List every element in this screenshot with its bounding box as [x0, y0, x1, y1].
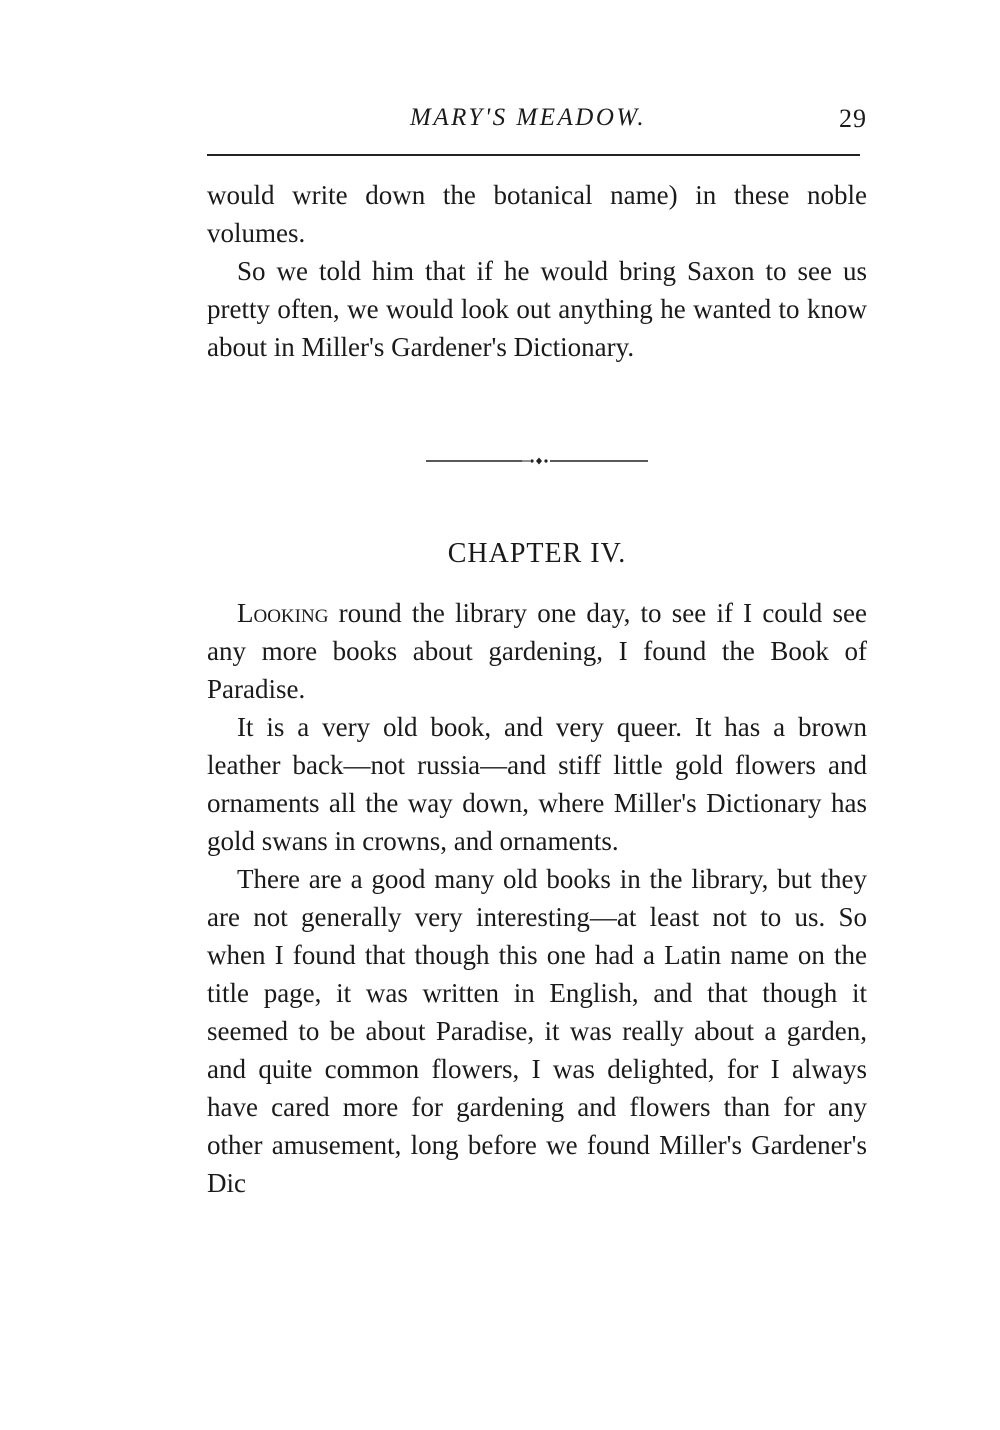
paragraph: There are a good many old books in the library, but they are not generally very interesting—at least not to us. So when I found that though this one had a Latin name on the title page, it was written in English, and that though it seemed to be about Paradise, it was really about a garden, and quite common flowers, I was delighted, for I always have cared more for gardening and flowers than for any other amusement, long before we found Miller's Gardener's Dic: [207, 864, 867, 1198]
paragraph: So we told him that if he would bring Saxon to see us pretty often, we would look out anything he wanted to know about in Miller's Gardener's Dictionary.: [207, 256, 867, 362]
header-rule: [207, 154, 860, 156]
section-divider-ornament: [426, 451, 648, 471]
chapter-heading: CHAPTER IV.: [447, 538, 627, 569]
chapter-text: [207, 594, 867, 1202]
page-number: 29: [839, 104, 867, 133]
opening-word: Looking: [237, 598, 329, 628]
running-head: [207, 104, 867, 140]
opening-text: round the library one day, to see if I could see any more books about gardening, I found the Book of Paradise.: [207, 598, 867, 704]
paragraph: would write down the botanical name) in these noble volumes.: [207, 180, 867, 248]
paragraph: [207, 594, 867, 708]
running-title: MARY'S MEADOW.: [410, 104, 647, 131]
continuation-text: [207, 176, 867, 366]
paragraph: It is a very old book, and very queer. It has a brown leather back—not russia—and stiff little gold flowers and ornaments all the way down, where Miller's Dictionary has gold swans in crowns, and ornaments.: [207, 712, 867, 856]
